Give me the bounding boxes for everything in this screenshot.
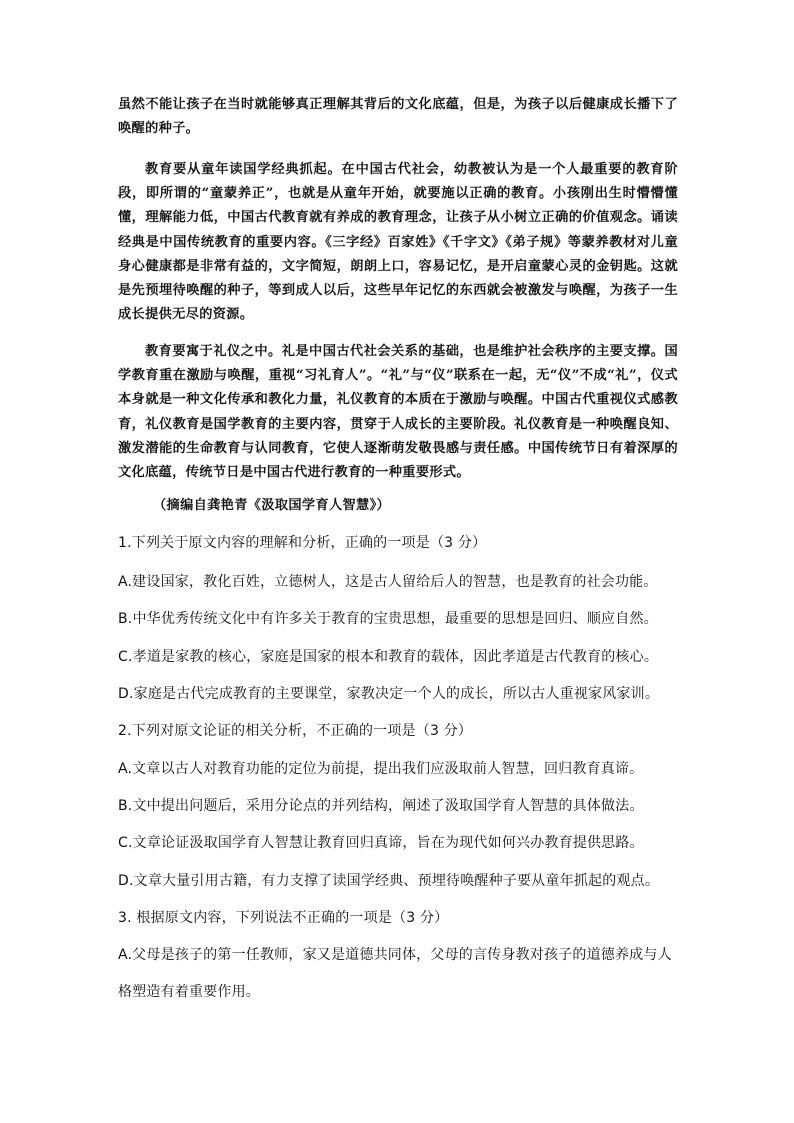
answer-option: B.文中提出问题后，采用分论点的并列结构，阐述了汲取国学育人智慧的具体做法。 <box>118 798 644 814</box>
answer-option: A.父母是孩子的第一任教师，家又是道德共同体，父母的言传身教对孩子的道德养成与人 <box>118 947 672 963</box>
answer-option: C.孝道是家教的核心，家庭是国家的根本和教育的载体，因此孝道是古代教育的核心。 <box>118 649 659 665</box>
answer-option: D.文章大量引用古籍，有力支撑了读国学经典、预埋待唤醒种子要从童年抓起的观点。 <box>118 873 660 889</box>
question-stem: 1.下列关于原文内容的理解和分析，正确的一项是（3 分） <box>118 535 487 551</box>
answer-option: A.文章以古人对教育功能的定位为前提，提出我们应汲取前人智慧，回归教育真谛。 <box>118 761 644 777</box>
question-stem: 3. 根据原文内容，下列说法不正确的一项是（3 分） <box>118 910 449 926</box>
source-citation: （摘编自龚艳青《汲取国学育人智慧》） <box>153 498 391 513</box>
answer-option: A.建设国家，教化百姓，立德树人，这是古人留给后人的智慧，也是教育的社会功能。 <box>118 574 658 590</box>
passage-paragraph: 虽然不能让孩子在当时就能够真正理解其背后的文化底蕴，但是，为孩子以后健康成长播下了唤醒的种子。 <box>118 97 678 137</box>
answer-option: B.中华优秀传统文化中有许多关于教育的宝贵思想，最重要的思想是回归、顺应自然。 <box>118 611 658 627</box>
question-stem: 2.下列对原文论证的相关分析，不正确的一项是（3 分） <box>118 723 473 739</box>
answer-option: D.家庭是古代完成教育的主要课堂，家教决定一个人的成长，所以古人重视家风家训。 <box>118 686 660 702</box>
answer-option-continuation: 格塑造有着重要作用。 <box>118 984 260 1000</box>
answer-option: C.文章论证汲取国学育人智慧让教育回归真谛，旨在为现代如何兴办教育提供思路。 <box>118 835 644 851</box>
passage-paragraph: 教育要寓于礼仪之中。礼是中国古代社会关系的基础，也是维护社会秩序的主要支撑。国学教育重在激励与唤醒，重视“习礼育人”。“礼”与“仪”联系在一起，无“仪”不成“礼”，仪式本身就是一种文化传承和教化力量，礼仪教育的本质在于激励与唤醒。中国古代重视仪式感教育，礼仪教育是国学教育的主要内容，贯穿于人成长的主要阶段。礼仪教育是一种唤醒良知、激发潜能的生命教育与认同教育，它使人逐渐萌发敬畏感与责任感。中国传统节日有着深厚的文化底蕴，传统节日是中国古代进行教育的一种重要形式。 <box>118 344 678 481</box>
passage-paragraph: 教育要从童年读国学经典抓起。在中国古代社会，幼教被认为是一个人最重要的教育阶段，即所谓的“童蒙养正”，也就是从童年开始，就要施以正确的教育。小孩刚出生时懵懵懂懂，理解能力低，中国古代教育就有养成的教育理念，让孩子从小树立正确的价值观念。诵读经典是中国传统教育的重要内容。《三字经》百家姓》《千字文》《弟子规》等蒙养教材对儿童身心健康都是非常有益的，文字简短，朗朗上口，容易记忆，是开启童蒙心灵的金钥匙。这就是先预埋待唤醒的种子，等到成人以后，这些早年记忆的东西就会被激发与唤醒，为孩子一生成长提供无尽的资源。 <box>118 162 678 323</box>
